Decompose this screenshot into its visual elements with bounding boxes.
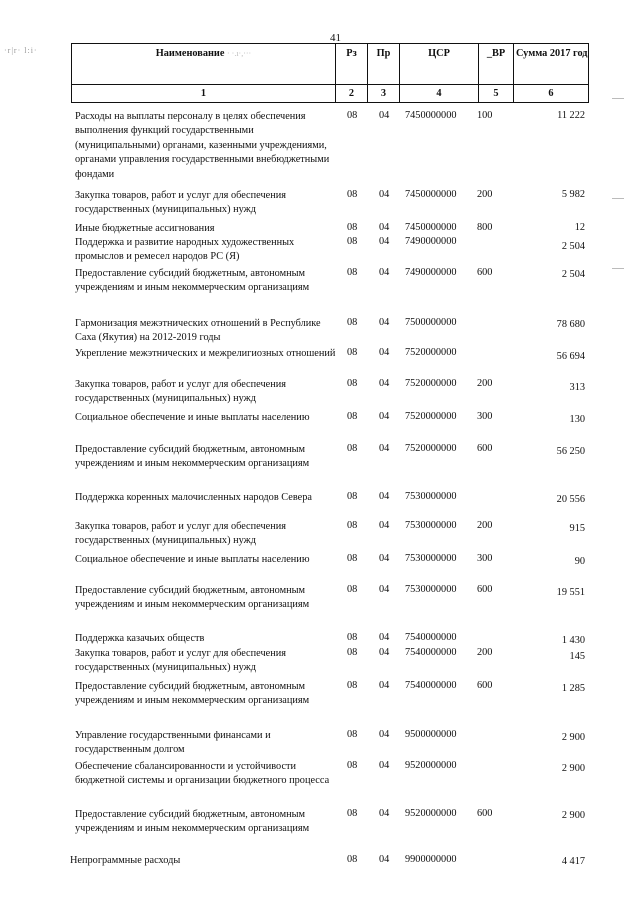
row-sum: 78 680: [556, 319, 585, 330]
row-sum: 20 556: [556, 494, 585, 505]
row-csr: 9520000000: [405, 808, 457, 819]
row-sum: 2 504: [561, 269, 585, 280]
row-csr: 7490000000: [405, 267, 457, 278]
row-name: Укрепление межэтнических и межрелигиозных отношений: [75, 348, 336, 359]
col-number-6: 6: [514, 85, 589, 103]
row-pr: 04: [379, 760, 390, 771]
row-pr: 04: [379, 317, 390, 328]
row-pr: 04: [379, 267, 390, 278]
row-vr: 200: [477, 647, 493, 658]
row-sum: 2 900: [561, 732, 585, 743]
row-pr: 04: [379, 680, 390, 691]
row-rz: 08: [347, 808, 358, 819]
row-csr: 9520000000: [405, 760, 457, 771]
row-name: Закупка товаров, работ и услуг для обеспечения государственных (муниципальных) нужд: [75, 190, 286, 216]
row-pr: 04: [379, 236, 390, 247]
row-csr: 9500000000: [405, 729, 457, 740]
row-sum: 2 900: [561, 810, 585, 821]
row-name: Предоставление субсидий бюджетным, автономным учреждениям и иным некоммерческим организациям: [75, 268, 310, 294]
col-number-2: 2: [336, 85, 368, 103]
col-number-5: 5: [479, 85, 514, 103]
row-name: Обеспечение сбалансированности и устойчивости бюджетной системы и организации бюджетного процесса: [75, 761, 330, 787]
row-rz: 08: [347, 411, 358, 422]
col-number-1: 1: [72, 85, 336, 103]
margin-tick: [612, 98, 624, 99]
row-rz: 08: [347, 729, 358, 740]
row-sum: 90: [574, 556, 585, 567]
col-number-3: 3: [368, 85, 400, 103]
row-rz: 08: [347, 110, 358, 121]
row-name: Предоставление субсидий бюджетным, автономным учреждениям и иным некоммерческим организациям: [75, 809, 310, 835]
row-name: Управление государственными финансами и государственным долгом: [75, 730, 271, 756]
row-rz: 08: [347, 760, 358, 771]
row-csr: 7520000000: [405, 347, 457, 358]
row-vr: 300: [477, 411, 493, 422]
row-pr: 04: [379, 378, 390, 389]
row-pr: 04: [379, 491, 390, 502]
row-rz: 08: [347, 553, 358, 564]
row-pr: 04: [379, 443, 390, 454]
row-name: Закупка товаров, работ и услуг для обеспечения государственных (муниципальных) нужд: [75, 648, 286, 674]
row-csr: 7520000000: [405, 411, 457, 422]
row-name: Поддержка коренных малочисленных народов Севера: [75, 492, 312, 503]
row-csr: 7450000000: [405, 222, 457, 233]
row-pr: 04: [379, 553, 390, 564]
header-name: Наименование · ·.ı·,···: [72, 44, 336, 85]
col-number-4: 4: [400, 85, 479, 103]
row-rz: 08: [347, 222, 358, 233]
row-csr: 7530000000: [405, 491, 457, 502]
row-vr: 600: [477, 443, 493, 454]
row-sum: 915: [569, 523, 585, 534]
row-sum: 130: [569, 414, 585, 425]
row-sum: 313: [569, 382, 585, 393]
row-csr: 7450000000: [405, 189, 457, 200]
row-sum: 11 222: [557, 110, 585, 121]
row-vr: 200: [477, 189, 493, 200]
row-csr: 7540000000: [405, 680, 457, 691]
row-rz: 08: [347, 647, 358, 658]
row-pr: 04: [379, 347, 390, 358]
row-sum: 4 417: [561, 856, 585, 867]
row-pr: 04: [379, 854, 390, 865]
row-sum: 2 504: [561, 241, 585, 252]
row-vr: 300: [477, 553, 493, 564]
row-pr: 04: [379, 729, 390, 740]
row-name: Социальное обеспечение и иные выплаты населению: [75, 554, 310, 565]
row-pr: 04: [379, 110, 390, 121]
margin-scan-artifact: ·r|r· l:i·: [4, 46, 38, 55]
row-pr: 04: [379, 520, 390, 531]
row-rz: 08: [347, 347, 358, 358]
row-sum: 56 250: [556, 446, 585, 457]
row-name: Закупка товаров, работ и услуг для обеспечения государственных (муниципальных) нужд: [75, 379, 286, 405]
row-pr: 04: [379, 189, 390, 200]
row-csr: 7490000000: [405, 236, 457, 247]
row-rz: 08: [347, 632, 358, 643]
header-pr: Пр: [368, 44, 400, 85]
row-rz: 08: [347, 267, 358, 278]
row-pr: 04: [379, 647, 390, 658]
row-vr: 600: [477, 680, 493, 691]
page-number: 41: [330, 32, 341, 44]
row-csr: 7530000000: [405, 553, 457, 564]
row-vr: 200: [477, 520, 493, 531]
row-name: Гармонизация межэтнических отношений в Республике Саха (Якутия) на 2012-2019 годы: [75, 318, 321, 344]
row-pr: 04: [379, 632, 390, 643]
row-sum: 1 285: [561, 683, 585, 694]
margin-tick: [612, 198, 624, 199]
row-csr: 7450000000: [405, 110, 457, 121]
row-rz: 08: [347, 189, 358, 200]
row-sum: 56 694: [556, 351, 585, 362]
row-vr: 200: [477, 378, 493, 389]
row-sum: 19 551: [556, 587, 585, 598]
row-name: Поддержка и развитие народных художественных промыслов и ремесел народов РС (Я): [75, 237, 295, 263]
row-name: Предоставление субсидий бюджетным, автономным учреждениям и иным некоммерческим организациям: [75, 585, 310, 611]
row-name: Закупка товаров, работ и услуг для обеспечения государственных (муниципальных) нужд: [75, 521, 286, 547]
row-csr: 7530000000: [405, 584, 457, 595]
row-pr: 04: [379, 584, 390, 595]
row-rz: 08: [347, 236, 358, 247]
row-csr: 7540000000: [405, 632, 457, 643]
row-rz: 08: [347, 854, 358, 865]
row-csr: 7530000000: [405, 520, 457, 531]
row-name: Предоставление субсидий бюджетным, автономным учреждениям и иным некоммерческим организациям: [75, 444, 310, 470]
row-rz: 08: [347, 378, 358, 389]
row-sum: 1 430: [561, 635, 585, 646]
table-header: [71, 43, 589, 103]
row-rz: 08: [347, 491, 358, 502]
row-name: Предоставление субсидий бюджетным, автономным учреждениям и иным некоммерческим организациям: [75, 681, 310, 707]
row-rz: 08: [347, 520, 358, 531]
row-rz: 08: [347, 680, 358, 691]
row-vr: 100: [477, 110, 493, 121]
row-name: Непрограммные расходы: [70, 855, 181, 866]
row-rz: 08: [347, 584, 358, 595]
row-rz: 08: [347, 317, 358, 328]
row-sum: 2 900: [561, 763, 585, 774]
row-vr: 600: [477, 808, 493, 819]
header-rz: Рз: [336, 44, 368, 85]
row-sum: 12: [574, 222, 585, 233]
header-vr: _ВР: [479, 44, 514, 85]
row-csr: 7520000000: [405, 378, 457, 389]
row-name: Иные бюджетные ассигнования: [75, 223, 215, 234]
row-sum: 5 982: [561, 189, 585, 200]
row-csr: 7500000000: [405, 317, 457, 328]
header-csr: ЦСР: [400, 44, 479, 85]
row-rz: 08: [347, 443, 358, 454]
row-vr: 600: [477, 267, 493, 278]
row-name: Поддержка казачьих обществ: [75, 633, 205, 644]
row-csr: 9900000000: [405, 854, 457, 865]
row-csr: 7540000000: [405, 647, 457, 658]
row-vr: 800: [477, 222, 493, 233]
row-pr: 04: [379, 222, 390, 233]
row-pr: 04: [379, 808, 390, 819]
row-sum: 145: [569, 651, 585, 662]
margin-tick: [612, 268, 624, 269]
row-csr: 7520000000: [405, 443, 457, 454]
row-name: Расходы на выплаты персоналу в целях обеспечения выполнения функций государственными (муниципальными) органами, казенными учреждениями, органами управления государственными внебюджетными фондами: [75, 111, 330, 180]
header-sum: Сумма 2017 год: [514, 44, 589, 85]
row-name: Социальное обеспечение и иные выплаты населению: [75, 412, 310, 423]
row-pr: 04: [379, 411, 390, 422]
row-vr: 600: [477, 584, 493, 595]
